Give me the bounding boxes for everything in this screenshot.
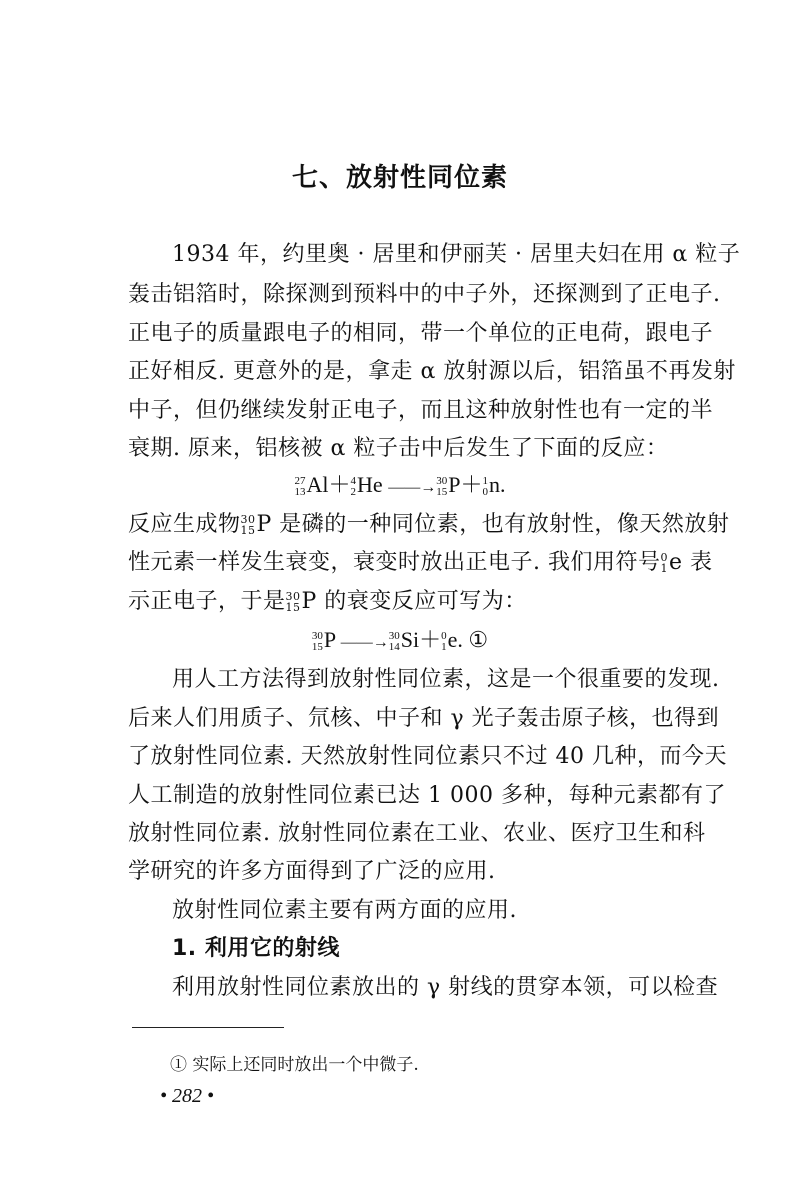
paragraph-line: 用人工方法得到放射性同位素，这是一个很重要的发现. — [172, 667, 720, 692]
footnote-marker: ① — [468, 627, 489, 652]
paragraph-line: 后来人们用质子、氘核、中子和 γ 光子轰击原子核，也得到 — [128, 706, 720, 731]
equation-positron-decay: 30 15 P ——→ 30 14 Si＋ 0 1 e. ① — [311, 627, 489, 653]
paragraph-line: 放射性同位素主要有两方面的应用. — [172, 898, 517, 923]
paragraph-line: 了放射性同位素. 天然放射性同位素只不过 40 几种，而今天 — [128, 744, 727, 769]
paragraph-line: 正好相反. 更意外的是，拿走 α 放射源以后，铝箔虽不再发射 — [128, 359, 736, 384]
paragraph-line: 学研究的许多方面得到了广泛的应用. — [128, 859, 496, 884]
paragraph-line: 正电子的质量跟电子的相同，带一个单位的正电荷，跟电子 — [128, 321, 714, 346]
footnote-divider — [132, 1027, 284, 1028]
page-number: • 282 • — [160, 1085, 215, 1107]
subsection-heading: 1. 利用它的射线 — [172, 936, 340, 961]
equation-alpha-reaction: 27 13 Al＋ 4 2 He ——→ 30 15 P＋ 1 0 n. — [294, 472, 506, 498]
paragraph-line: 放射性同位素. 放射性同位素在工业、农业、医疗卫生和科 — [128, 821, 706, 846]
paragraph-line: 中子，但仍继续发射正电子，而且这种放射性也有一定的半 — [128, 398, 714, 423]
footnote: ① 实际上还同时放出一个中微子. — [170, 1055, 419, 1075]
paragraph-line: 衰期. 原来，铝核被 α 粒子击中后发生了下面的反应： — [128, 436, 669, 461]
paragraph-line: 性元素一样发生衰变，衰变时放出正电子. 我们用符号 0 1 e 表 — [128, 550, 713, 575]
paragraph-line: 1934 年，约里奥 · 居里和伊丽芙 · 居里夫妇在用 α 粒子 — [172, 242, 741, 267]
paragraph-line: 人工制造的放射性同位素已达 1 000 多种，每种元素都有了 — [128, 783, 726, 808]
section-title: 七、放射性同位素 — [291, 163, 508, 193]
paragraph-line: 示正电子，于是 30 15 P 的衰变反应可写为： — [128, 589, 527, 614]
paragraph-line: 利用放射性同位素放出的 γ 射线的贯穿本领，可以检查 — [172, 975, 719, 1000]
paragraph-line: 轰击铝箔时，除探测到预料中的中子外，还探测到了正电子. — [128, 282, 721, 307]
paragraph-line: 反应生成物 30 15 P 是磷的一种同位素，也有放射性，像天然放射 — [128, 512, 730, 537]
